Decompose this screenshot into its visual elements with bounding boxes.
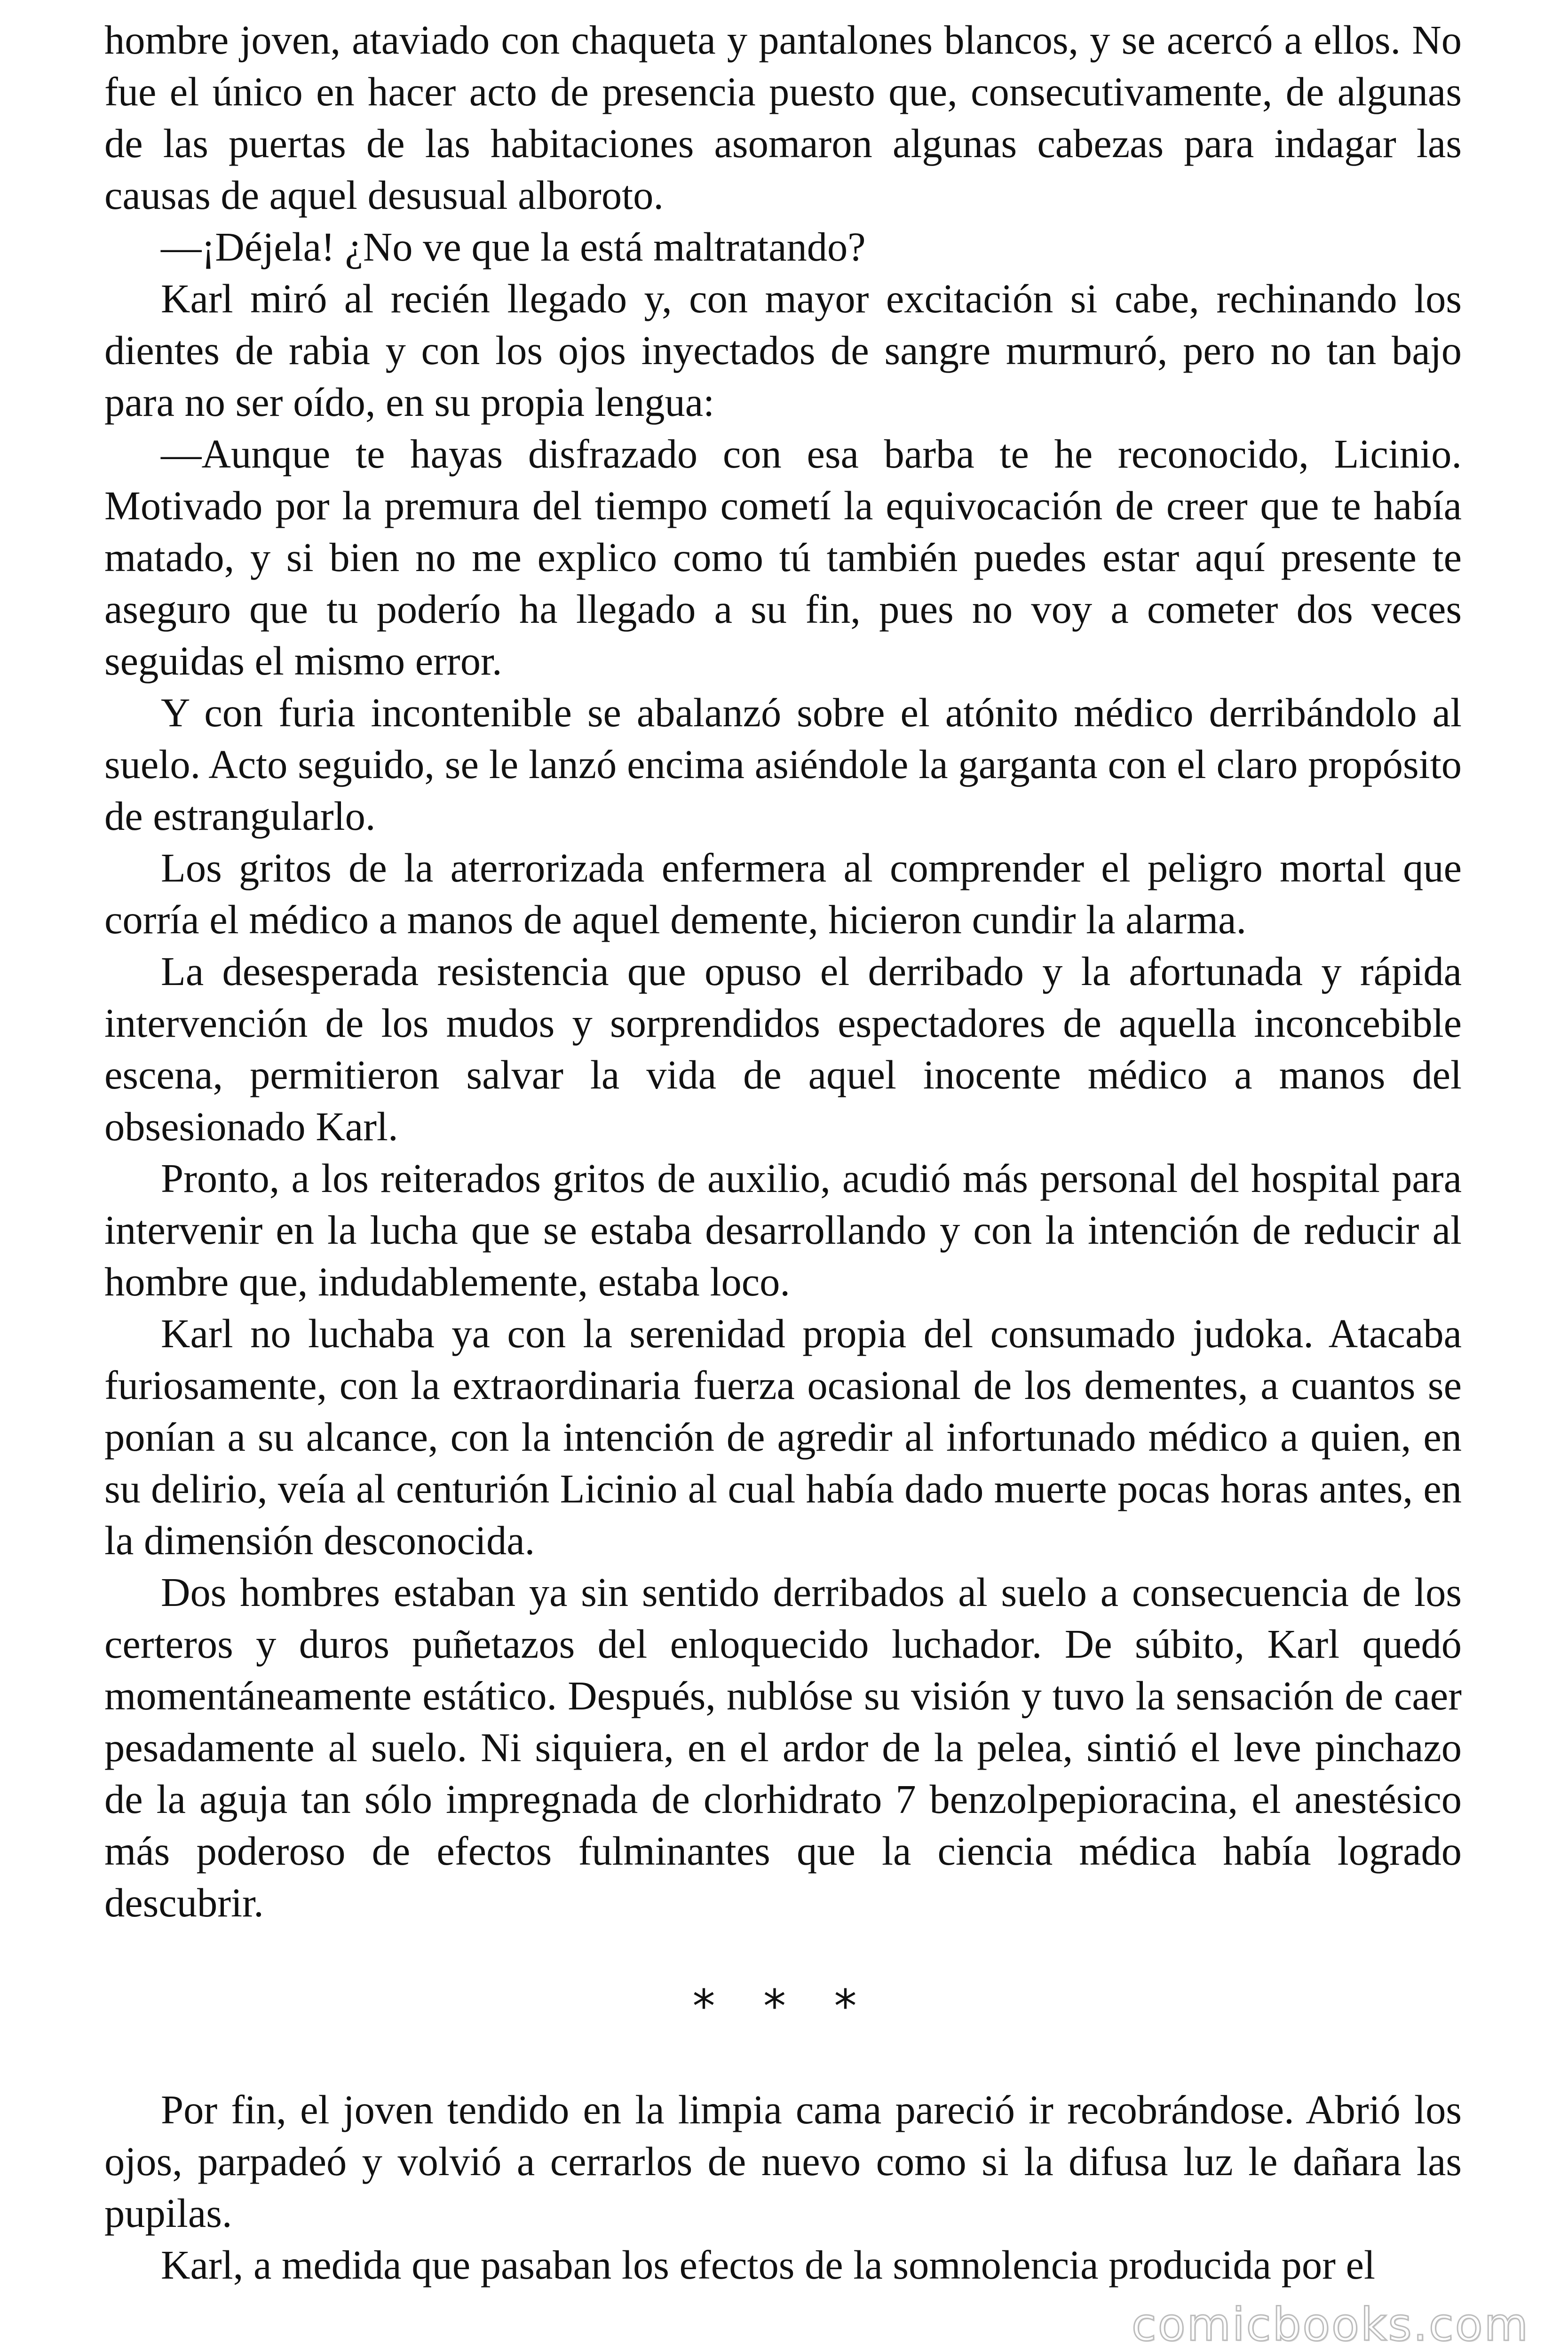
paragraph-pronto: Pronto, a los reiterados gritos de auxilio, acudió más personal del hospital para intervenir en la lucha que se estaba desarrollando y con la intención de reducir al hombre que, indudablemente, estaba loco. [104, 1156, 1462, 1304]
paragraph-furia: Y con furia incontenible se abalanzó sobre el atónito médico derribándolo al suelo. Acto seguido, se le lanzó encima asiéndole la garganta con el claro propósito de estrangularlo. [104, 690, 1462, 839]
paragraph-karl-luchaba: Karl no luchaba ya con la serenidad propia del consumado judoka. Atacaba furiosamente, con la extraordinaria fuerza ocasional de los dementes, a cuantos se ponían a su alcance, con la intención de agredir al infortunado médico a quien, en su delirio, veía al centurión Licinio al cual había dado muerte pocas horas antes, en la dimensión desconocida. [104, 1311, 1462, 1563]
paragraph-dialogue-dejela: —¡Déjela! ¿No ve que la está maltratando? [161, 224, 866, 270]
paragraph-dialogue-licinio: —Aunque te hayas disfrazado con esa barba te he reconocido, Licinio. Motivado por la premura del tiempo cometí la equivocación de creer que te había matado, y si bien no me explico como tú también puedes estar aquí presente te aseguro que tu poderío ha llegado a su fin, pues no voy a cometer dos veces seguidas el mismo error. [104, 431, 1462, 683]
paragraph-continuation: hombre joven, ataviado con chaqueta y pantalones blancos, y se acercó a ellos. No fue el único en hacer acto de presencia puesto que, consecutivamente, de algunas de las puertas de las habitaciones asomaron algunas cabezas para indagar las causas de aquel desusual alboroto. [104, 17, 1462, 218]
section-separator: * * * [692, 1980, 874, 2033]
paragraph-por-fin: Por fin, el joven tendido en la limpia cama pareció ir recobrándose. Abrió los ojos, parpadeó y volvió a cerrarlos de nuevo como si la difusa luz le dañara las pupilas. [104, 2087, 1462, 2236]
paragraph-resistencia: La desesperada resistencia que opuso el derribado y la afortunada y rápida intervención de los mudos y sorprendidos espectadores de aquella inconcebible escena, permitieron salvar la vida de aquel inocente médico a manos del obsesionado Karl. [104, 949, 1462, 1149]
paragraph-karl-medida: Karl, a medida que pasaban los efectos de la somnolencia producida por el [161, 2242, 1376, 2288]
paragraph-gritos: Los gritos de la aterrorizada enfermera al comprender el peligro mortal que corría el médico a manos de aquel demente, hicieron cundir la alarma. [104, 845, 1462, 942]
paragraph-karl-miro: Karl miró al recién llegado y, con mayor excitación si cabe, rechinando los dientes de rabia y con los ojos inyectados de sangre murmuró, pero no tan bajo para no ser oído, en su propia lengua: [104, 276, 1462, 425]
paragraph-dos-hombres: Dos hombres estaban ya sin sentido derribados al suelo a consecuencia de los certeros y duros puñetazos del enloquecido luchador. De súbito, Karl quedó momentáneamente estático. Después, nublóse su visión y tuvo la sensación de caer pesadamente al suelo. Ni siquiera, en el ardor de la pelea, sintió el leve pinchazo de la aguja tan sólo impregnada de clorhidrato 7 benzolpepioracina, el anestésico más poderoso de efectos fulminantes que la ciencia médica había logrado descubrir. [104, 1570, 1462, 1925]
site-watermark: comicbooks.com [1131, 2298, 1529, 2351]
body-text [104, 14, 1462, 2291]
